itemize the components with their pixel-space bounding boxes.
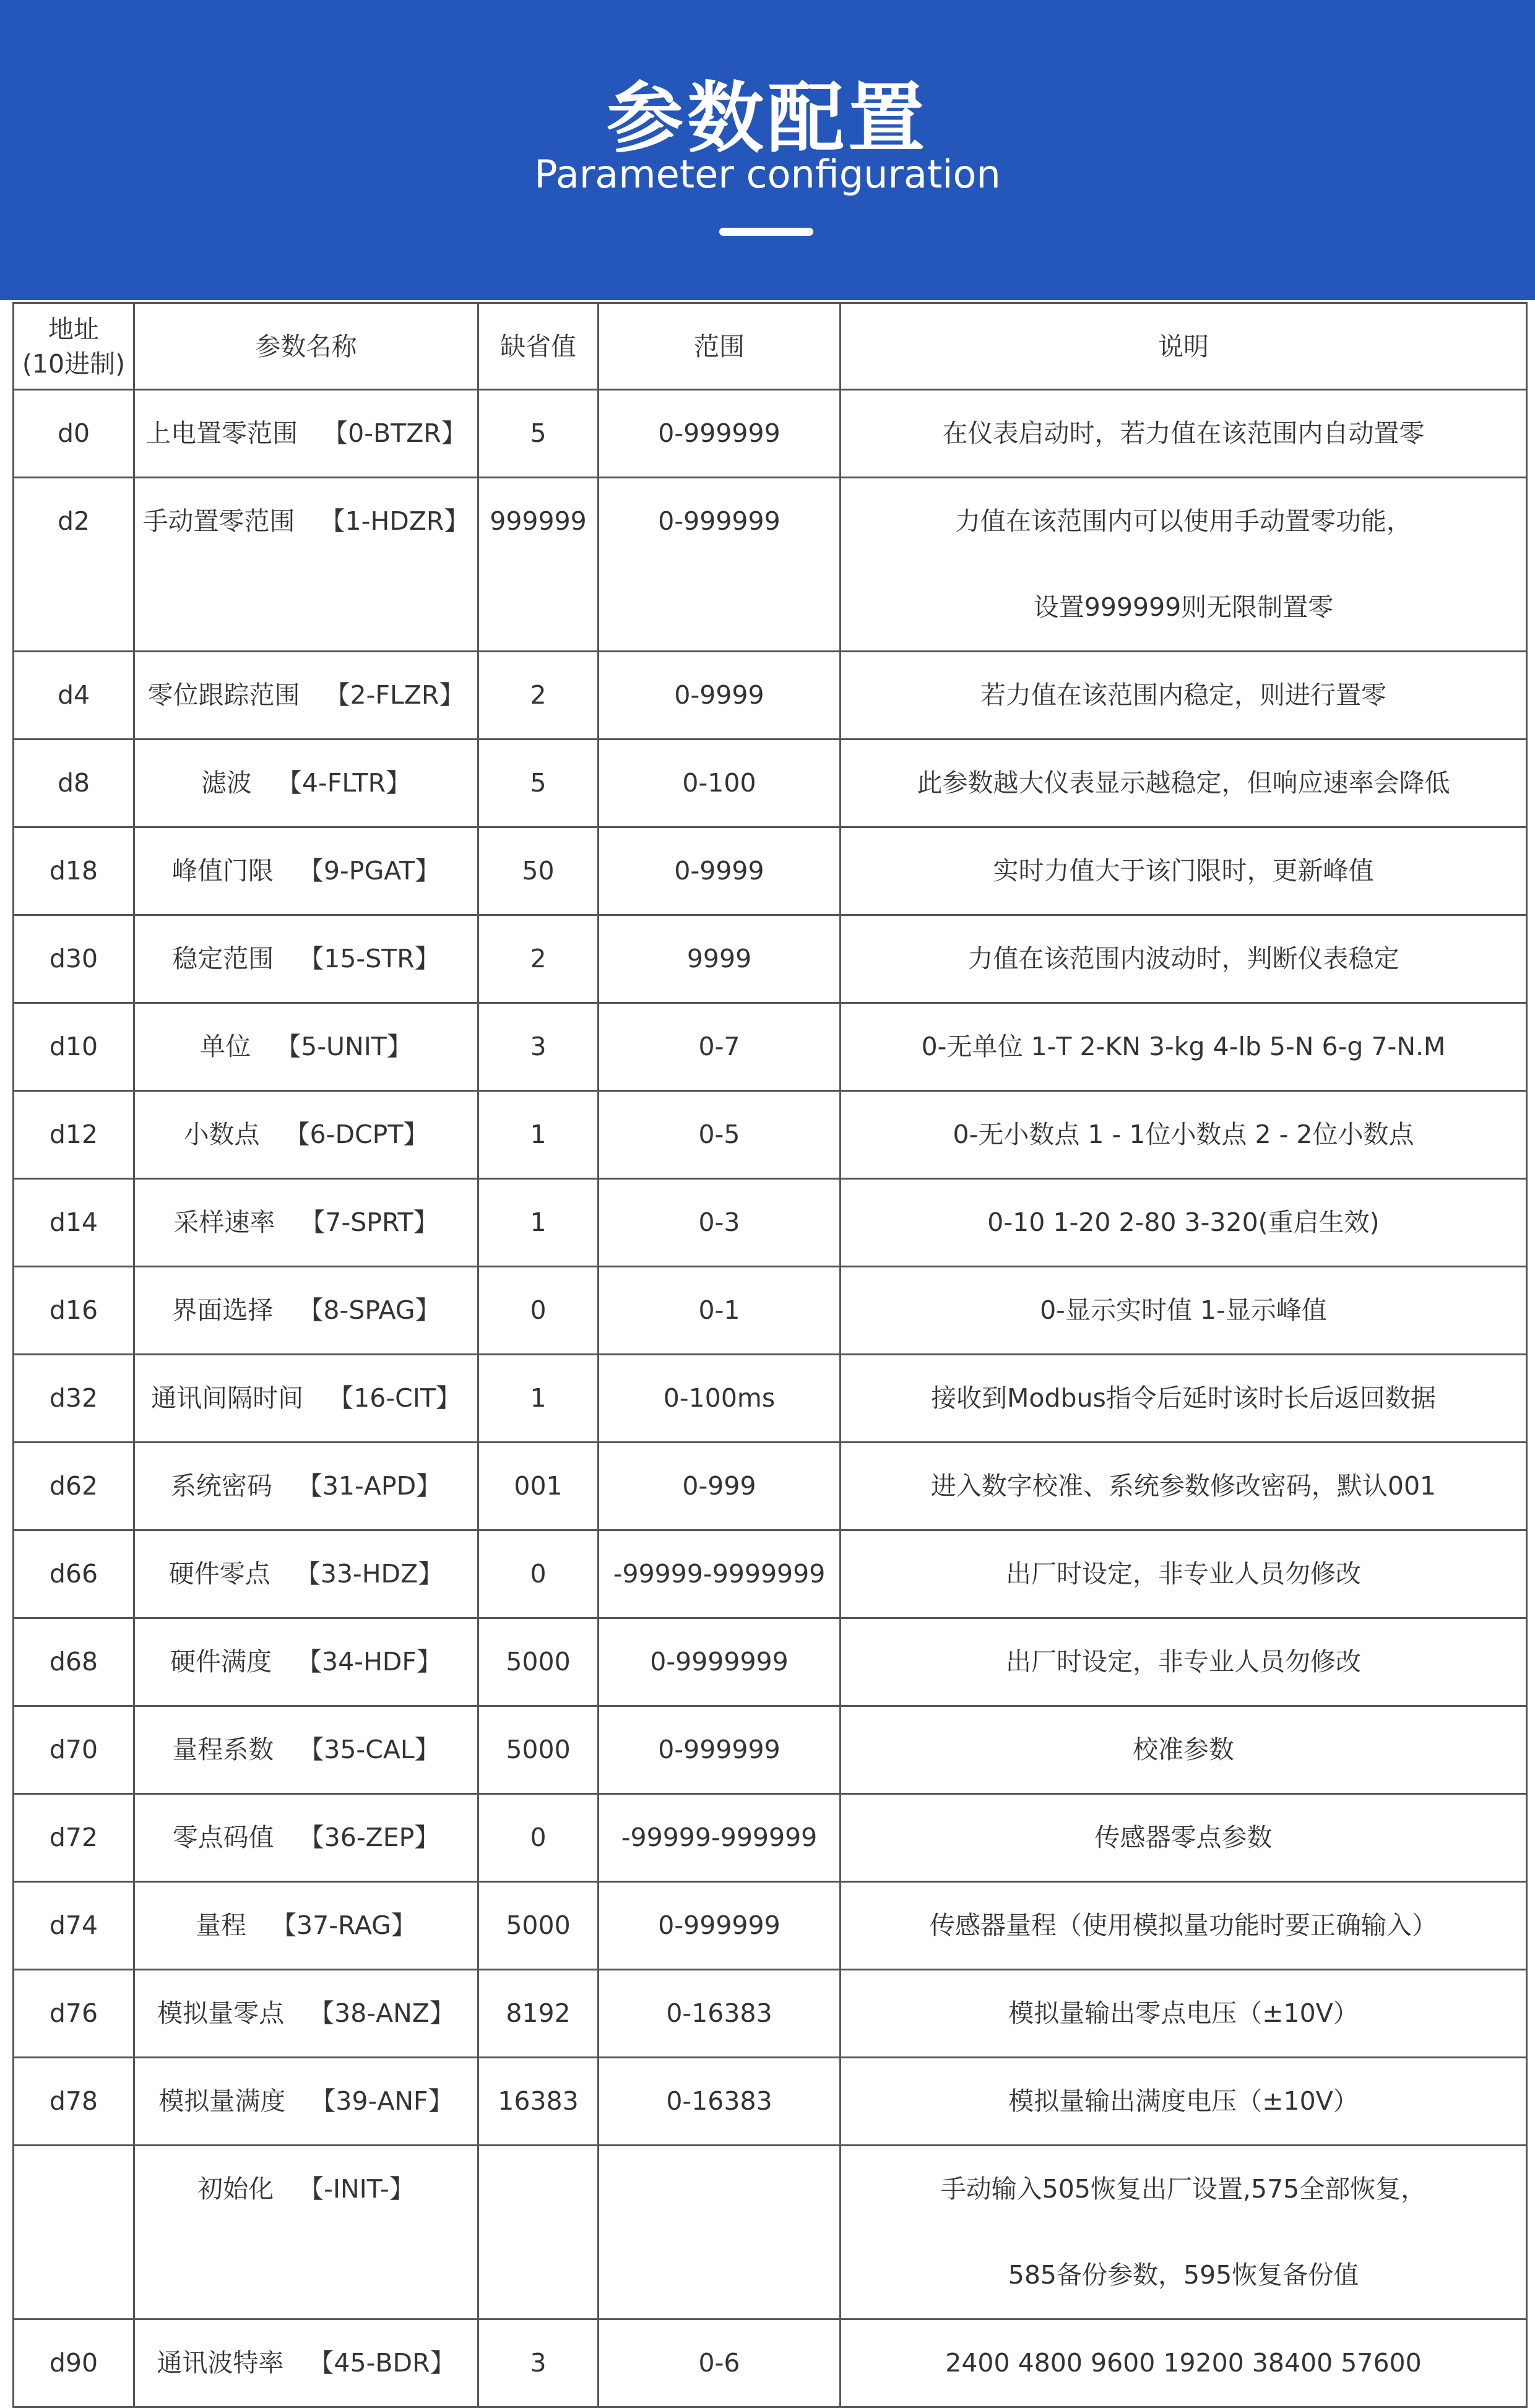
param-code: 【34-HDF】 <box>296 1647 442 1677</box>
description-line: 585备份参数，595恢复备份值 <box>1008 2260 1359 2290</box>
name-cell <box>134 1530 478 1618</box>
table-row <box>14 1794 1527 1882</box>
name-cell <box>134 2058 478 2146</box>
address-cell: d62 <box>14 1443 134 1530</box>
column-header-description: 说明 <box>841 303 1527 390</box>
param-code: 【8-SPAG】 <box>298 1295 441 1325</box>
param-code: 【37-RAG】 <box>271 1910 417 1940</box>
description-cell <box>841 1970 1527 2058</box>
param-code: 【39-ANF】 <box>310 2086 454 2116</box>
param-name: 界面选择 <box>171 1295 274 1325</box>
table-row <box>14 915 1527 1003</box>
default-cell: 0 <box>478 1530 599 1618</box>
header-banner <box>0 0 1535 300</box>
param-name: 量程系数 <box>172 1735 274 1764</box>
description-cell <box>841 2146 1527 2320</box>
name-cell <box>134 2146 478 2320</box>
page-subtitle: Parameter configuration <box>534 152 1001 197</box>
address-cell: d2 <box>14 478 134 652</box>
description-line: 接收到Modbus指令后延时该时长后返回数据 <box>931 1383 1436 1413</box>
table-row <box>14 478 1527 652</box>
param-code: 【1-HDZR】 <box>319 506 470 536</box>
description-cell <box>841 1794 1527 1882</box>
param-code: 【6-DCPT】 <box>284 1120 429 1149</box>
table-row <box>14 1706 1527 1794</box>
table-row <box>14 1091 1527 1179</box>
default-cell: 2 <box>478 652 599 740</box>
range-cell: 0-3 <box>599 1179 841 1267</box>
description-cell <box>841 1706 1527 1794</box>
description-line: 进入数字校准、系统参数修改密码，默认001 <box>930 1471 1437 1501</box>
param-name: 手动置零范围 <box>142 506 295 536</box>
description-cell <box>841 740 1527 827</box>
title-underline <box>719 228 813 236</box>
default-cell: 8192 <box>478 1970 599 2058</box>
name-cell <box>134 2320 478 2407</box>
name-cell <box>134 1618 478 1706</box>
description-cell <box>841 1355 1527 1443</box>
description-line: 0-显示实时值 1-显示峰值 <box>1040 1295 1327 1325</box>
description-line: 传感器零点参数 <box>1094 1823 1273 1852</box>
name-cell <box>134 1267 478 1355</box>
param-name: 初始化 <box>197 2174 274 2204</box>
description-line: 2400 4800 9600 19200 38400 57600 <box>945 2348 1422 2378</box>
table-row <box>14 1003 1527 1091</box>
address-cell: d76 <box>14 1970 134 2058</box>
range-cell: 0-6 <box>599 2320 841 2407</box>
param-code: 【31-APD】 <box>296 1471 442 1501</box>
table-row <box>14 1530 1527 1618</box>
description-cell <box>841 1003 1527 1091</box>
default-cell <box>478 2146 599 2320</box>
range-cell: 0-100ms <box>599 1355 841 1443</box>
default-cell: 5000 <box>478 1882 599 1970</box>
default-cell: 5000 <box>478 1618 599 1706</box>
description-line: 0-无单位 1-T 2-KN 3-kg 4-lb 5-N 6-g 7-N.M <box>921 1032 1446 1061</box>
default-cell: 1 <box>478 1091 599 1179</box>
param-code: 【7-SPRT】 <box>300 1207 439 1237</box>
param-name: 模拟量零点 <box>157 1998 285 2028</box>
description-cell <box>841 1618 1527 1706</box>
param-name: 小数点 <box>183 1120 260 1149</box>
address-cell: d74 <box>14 1882 134 1970</box>
address-cell: d4 <box>14 652 134 740</box>
description-line: 此参数越大仪表显示越稳定，但响应速率会降低 <box>917 768 1450 798</box>
description-line: 传感器量程（使用模拟量功能时要正确输入） <box>930 1910 1437 1940</box>
param-code: 【0-BTZR】 <box>322 418 467 448</box>
param-code: 【35-CAL】 <box>298 1735 440 1764</box>
param-name: 量程 <box>196 1910 247 1940</box>
param-code: 【-INIT-】 <box>298 2174 415 2204</box>
range-cell: 9999 <box>599 915 841 1003</box>
param-name: 通讯波特率 <box>157 2348 284 2378</box>
param-name: 滤波 <box>201 768 252 798</box>
param-code: 【33-HDZ】 <box>295 1559 444 1589</box>
range-cell: 0-999999 <box>599 1882 841 1970</box>
address-cell: d10 <box>14 1003 134 1091</box>
default-cell: 3 <box>478 1003 599 1091</box>
description-line: 0-无小数点 1 - 1位小数点 2 - 2位小数点 <box>953 1120 1414 1149</box>
name-cell <box>134 1003 478 1091</box>
range-cell: 0-1 <box>599 1267 841 1355</box>
description-line: 设置999999则无限制置零 <box>1033 592 1334 622</box>
name-cell <box>134 1794 478 1882</box>
description-line: 实时力值大于该门限时，更新峰值 <box>993 856 1374 886</box>
address-cell: d16 <box>14 1267 134 1355</box>
name-cell <box>134 1706 478 1794</box>
range-cell: 0-9999 <box>599 827 841 915</box>
default-cell: 5000 <box>478 1706 599 1794</box>
table-row <box>14 740 1527 827</box>
range-cell: 0-999999 <box>599 390 841 478</box>
param-name: 采样速率 <box>173 1207 275 1237</box>
range-cell <box>599 2146 841 2320</box>
name-cell <box>134 1970 478 2058</box>
address-cell: d68 <box>14 1618 134 1706</box>
range-cell: 0-7 <box>599 1003 841 1091</box>
param-code: 【9-PGAT】 <box>298 856 441 886</box>
range-cell: 0-999 <box>599 1443 841 1530</box>
column-header-address <box>14 303 134 390</box>
address-cell: d18 <box>14 827 134 915</box>
name-cell <box>134 1882 478 1970</box>
description-cell <box>841 390 1527 478</box>
address-cell: d72 <box>14 1794 134 1882</box>
address-cell: d90 <box>14 2320 134 2407</box>
param-code: 【16-CIT】 <box>328 1383 461 1413</box>
table-row <box>14 1267 1527 1355</box>
param-code: 【5-UNIT】 <box>275 1032 412 1061</box>
name-cell <box>134 390 478 478</box>
description-cell <box>841 1091 1527 1179</box>
range-cell: -99999-999999 <box>599 1794 841 1882</box>
default-cell: 3 <box>478 2320 599 2407</box>
parameter-table <box>12 302 1528 2408</box>
description-cell <box>841 1530 1527 1618</box>
param-name: 稳定范围 <box>172 944 274 973</box>
range-cell: 0-9999 <box>599 652 841 740</box>
param-name: 峰值门限 <box>171 856 274 886</box>
param-name: 零位跟踪范围 <box>147 680 300 710</box>
param-code: 【15-STR】 <box>298 944 440 973</box>
description-line: 模拟量输出满度电压（±10V） <box>1008 2086 1359 2116</box>
name-cell <box>134 740 478 827</box>
name-cell <box>134 915 478 1003</box>
description-line: 出厂时设定，非专业人员勿修改 <box>1006 1559 1361 1589</box>
address-cell: d66 <box>14 1530 134 1618</box>
description-line: 手动输入505恢复出厂设置,575全部恢复， <box>940 2174 1427 2204</box>
table-row <box>14 1355 1527 1443</box>
range-cell: 0-5 <box>599 1091 841 1179</box>
param-code: 【36-ZEP】 <box>298 1823 440 1852</box>
default-cell: 0 <box>478 1794 599 1882</box>
default-cell: 5 <box>478 390 599 478</box>
param-name: 上电置零范围 <box>145 418 298 448</box>
address-cell: d14 <box>14 1179 134 1267</box>
param-code: 【4-FLTR】 <box>276 768 412 798</box>
default-cell: 5 <box>478 740 599 827</box>
table-row <box>14 390 1527 478</box>
page-title: 参数配置 <box>606 74 928 163</box>
param-name: 硬件满度 <box>170 1647 272 1677</box>
description-line: 若力值在该范围内稳定，则进行置零 <box>980 680 1386 710</box>
range-cell: 0-999999 <box>599 478 841 652</box>
param-name: 通讯间隔时间 <box>151 1383 304 1413</box>
address-cell: d0 <box>14 390 134 478</box>
description-cell <box>841 1179 1527 1267</box>
default-cell: 16383 <box>478 2058 599 2146</box>
address-cell: d8 <box>14 740 134 827</box>
default-cell: 0 <box>478 1267 599 1355</box>
default-cell: 50 <box>478 827 599 915</box>
table-row <box>14 652 1527 740</box>
description-cell <box>841 915 1527 1003</box>
default-cell: 1 <box>478 1179 599 1267</box>
description-line: 在仪表启动时，若力值在该范围内自动置零 <box>942 418 1425 448</box>
range-cell: 0-100 <box>599 740 841 827</box>
param-code: 【2-FLZR】 <box>324 680 465 710</box>
range-cell: 0-9999999 <box>599 1618 841 1706</box>
description-cell <box>841 2320 1527 2407</box>
name-cell <box>134 652 478 740</box>
description-cell <box>841 1882 1527 1970</box>
description-cell <box>841 1443 1527 1530</box>
description-line: 0-10 1-20 2-80 3-320(重启生效) <box>987 1207 1380 1237</box>
description-cell <box>841 652 1527 740</box>
table-row <box>14 1882 1527 1970</box>
description-cell <box>841 827 1527 915</box>
name-cell <box>134 1179 478 1267</box>
description-cell <box>841 1267 1527 1355</box>
address-cell: d32 <box>14 1355 134 1443</box>
description-line: 力值在该范围内波动时，判断仪表稳定 <box>967 944 1399 973</box>
range-cell: 0-999999 <box>599 1706 841 1794</box>
range-cell: 0-16383 <box>599 1970 841 2058</box>
address-cell: d30 <box>14 915 134 1003</box>
description-cell <box>841 2058 1527 2146</box>
column-header-default: 缺省值 <box>478 303 599 390</box>
table-row <box>14 1970 1527 2058</box>
default-cell: 999999 <box>478 478 599 652</box>
name-cell <box>134 827 478 915</box>
table-row <box>14 827 1527 915</box>
range-cell: -99999-9999999 <box>599 1530 841 1618</box>
name-cell <box>134 478 478 652</box>
param-name: 模拟量满度 <box>158 2086 286 2116</box>
address-header-line2: (10进制) <box>22 348 126 379</box>
table-header-row <box>14 303 1527 390</box>
table-row <box>14 1618 1527 1706</box>
name-cell <box>134 1091 478 1179</box>
table-row <box>14 2058 1527 2146</box>
param-name: 硬件零点 <box>168 1559 270 1589</box>
column-header-range: 范围 <box>599 303 841 390</box>
address-cell <box>14 2146 134 2320</box>
column-header-name: 参数名称 <box>134 303 478 390</box>
table-row <box>14 2146 1527 2320</box>
description-line: 出厂时设定，非专业人员勿修改 <box>1006 1647 1361 1677</box>
address-cell: d70 <box>14 1706 134 1794</box>
description-line: 力值在该范围内可以使用手动置零功能， <box>955 506 1412 536</box>
default-cell: 2 <box>478 915 599 1003</box>
name-cell <box>134 1355 478 1443</box>
range-cell: 0-16383 <box>599 2058 841 2146</box>
param-name: 零点码值 <box>172 1823 274 1852</box>
param-name: 单位 <box>200 1032 251 1061</box>
name-cell <box>134 1443 478 1530</box>
param-name: 系统密码 <box>170 1471 272 1501</box>
address-cell: d12 <box>14 1091 134 1179</box>
table-row <box>14 2320 1527 2407</box>
table-row <box>14 1179 1527 1267</box>
description-cell <box>841 478 1527 652</box>
description-line: 校准参数 <box>1133 1735 1234 1764</box>
address-header-line1: 地址 <box>48 314 99 344</box>
default-cell: 001 <box>478 1443 599 1530</box>
address-cell: d78 <box>14 2058 134 2146</box>
param-code: 【38-ANZ】 <box>309 1998 455 2028</box>
default-cell: 1 <box>478 1355 599 1443</box>
param-code: 【45-BDR】 <box>308 2348 456 2378</box>
table-row <box>14 1443 1527 1530</box>
description-line: 模拟量输出零点电压（±10V） <box>1008 1998 1359 2028</box>
